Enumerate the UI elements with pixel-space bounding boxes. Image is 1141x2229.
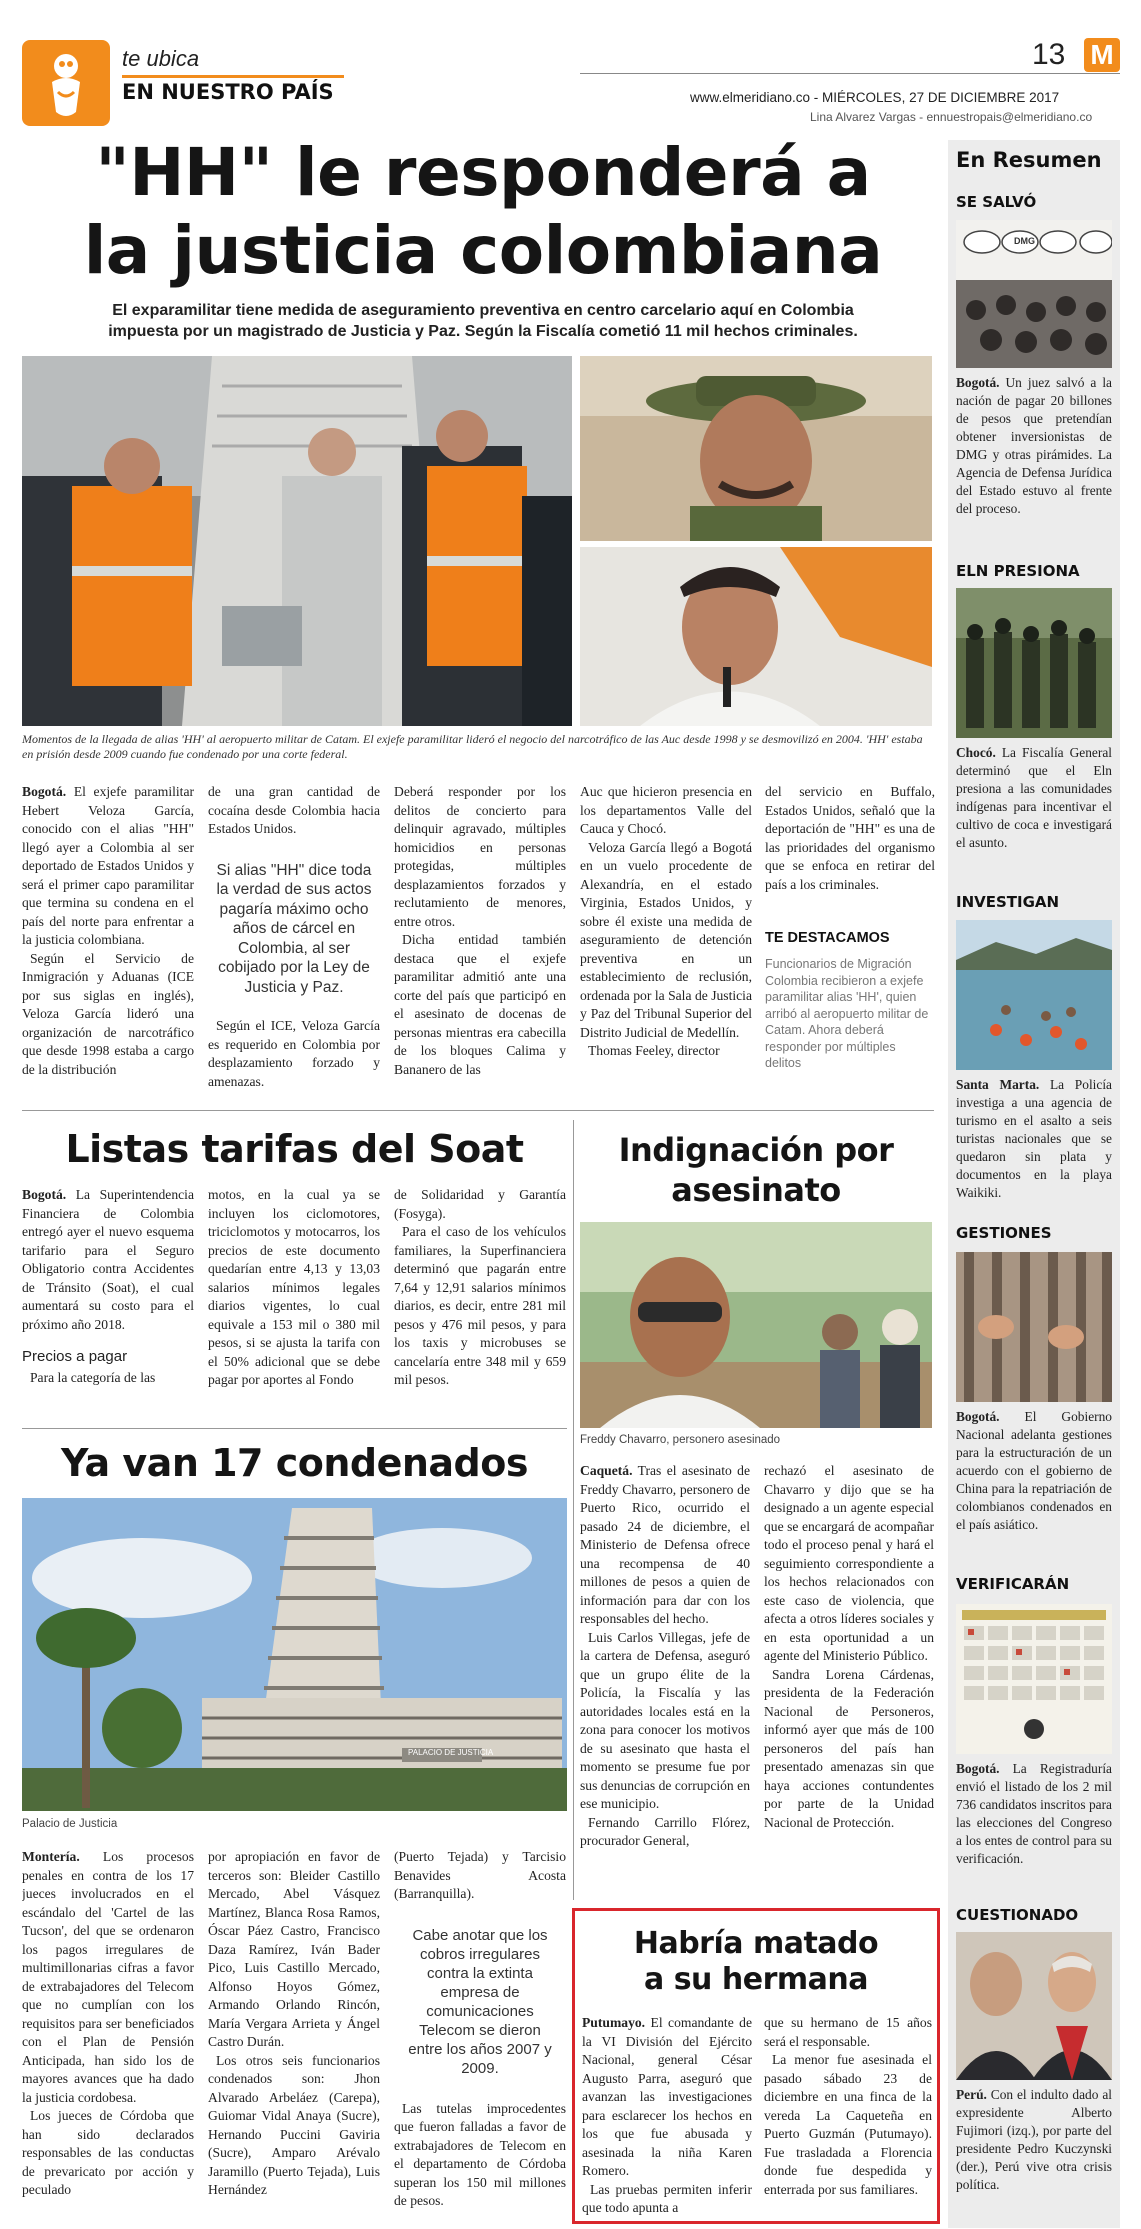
condenados-pull-quote: Cabe anotar que los cobros irregulares contra la extinta empresa de comunicaciones Telecom se dieron entre los años 2007 y 2009.: [408, 1926, 552, 2077]
sidebar-lead-se-salvo: Bogotá.: [956, 375, 1000, 390]
condenados-c1-p1: Los procesos penales en contra de los 17 jueces involucrados en el escándalo del 'Cartel de las Tucson', del que se ordenaron los pagos irregulares de multimillonarias cifras a favor de extrabajadores del Telecom que no cumplían con los requisitos para ser beneficiados con el Plan de Pensión Anticipada, han sido los de mayores avances que ha dado la justicia cordobesa.: [22, 1849, 194, 2105]
section-rule: [122, 75, 344, 78]
indignacion-photo-caption: Freddy Chavarro, personero asesinado: [580, 1434, 781, 1446]
sidebar-photo-bars: [956, 1252, 1112, 1402]
soat-bottom-rule: [22, 1428, 567, 1429]
main-subtitle-line2: impuesta por un magistrado de Justicia y Paz. Según la Fiscalía cometió 11 mil hechos criminales.: [108, 323, 858, 340]
sidebar-body-investigan: La Policía investiga a una agencia de turismo en el asalto a seis turistas nacionales que se quedaron sin plata y documentos en la playa Waikiki.: [956, 1077, 1112, 1200]
condenados-col-1: [22, 1848, 194, 2228]
indignacion-c2-p1: rechazó el asesinato de Chavarro y dijo que se ha designado a un agente especial que se encargará de acompañar todo el proceso penal y hará el seguimiento correspondiente a los hechos relacionados con este caso de violencia, que afecta a otros líderes sociales y en esta oportunidad a un agente del Ministerio Público.: [764, 1463, 934, 1663]
main-photo-portrait-hat: [580, 356, 932, 541]
condenados-photo-caption: Palacio de Justicia: [22, 1818, 118, 1830]
main-col4-p2: Veloza García llegó a Bogotá en un vuelo procedente de Alexandría, en el estado Virginia, Estados Unidos, y sobre él existe una medida de aseguramiento de detención preventiva en un establecimiento de reclusión, ordenada por la Sala de Justicia y Paz del Tribunal Superior del Distrito Judicial de Medellín.: [580, 839, 752, 1040]
section-logo: [22, 40, 110, 126]
sidebar-photo-ballot: [956, 1604, 1112, 1754]
main-col3-p1: Deberá responder por los delitos de concierto para delinquir agravado, múltiples homicidios en personas protegidas, múltiples desplazamientos forzados y reclutamiento de menores, entre otros.: [394, 784, 566, 929]
sidebar-head-eln: ELN PRESIONA: [956, 562, 1080, 580]
sidebar-photo-eln: [956, 588, 1112, 738]
main-dateline: Bogotá.: [22, 784, 67, 799]
main-photo-portrait-white: [580, 547, 932, 726]
sidebar-lead-gestiones: Bogotá.: [956, 1409, 1000, 1424]
byline: Lina Alvarez Vargas - ennuestropais@elmeridiano.co: [810, 110, 1093, 124]
sidebar-lead-verificaran: Bogotá.: [956, 1761, 1000, 1776]
condenados-c2-p2: Los otros seis funcionarios condenados son: Jhon Alvarado Arbeláez (Carepa), Guiomar Vidal Anaya (Sucre), Hernando Puccini Gaviria (Sucre), Amparo Arévalo Jaramillo (Puerto Tejada), Luis Hernández: [208, 2052, 380, 2197]
middle-divider: [573, 1120, 574, 1900]
soat-col-2: [208, 1186, 380, 1418]
sidebar-photo-dmg: [956, 220, 1112, 368]
soat-col-1: [22, 1186, 194, 1418]
highlight-title: TE DESTACAMOS: [765, 930, 890, 946]
brand-logo-letter: M: [1090, 39, 1114, 70]
main-col-3: [394, 783, 566, 1103]
sidebar-head-gestiones: GESTIONES: [956, 1224, 1052, 1242]
section-top-label: te ubica: [122, 46, 200, 71]
indignacion-title-line1: Indignación por: [618, 1131, 894, 1169]
sidebar-head-se-salvo: SE SALVÓ: [956, 193, 1037, 211]
sidebar-body-se-salvo: Un juez salvó a la nación de pagar 20 billones de pesos que pretendían obtener inversionistas de DMG y otras pirámides. La Agencia de Defensa Jurídica del Estado estuvo al frente del proceso.: [956, 375, 1112, 516]
condenados-title: Ya van 17 condenados: [61, 1441, 528, 1485]
highlight-text: Funcionarios de Migración Colombia recibieron a exjefe paramilitar alias 'HH', quien arribó al aeropuerto militar de Catam. Ahora deberá responder por múltiples delitos: [765, 957, 929, 1070]
indignacion-photo: [580, 1222, 932, 1428]
hermana-col-1: [582, 2014, 752, 2220]
condenados-col-2: [208, 1848, 380, 2228]
indignacion-c2-p2: Sandra Lorena Cárdenas, presidenta de la Federación Nacional de Personeros, informó ayer que más de 100 personeros del país han presentado amenazas sin que haya acciones contundentes por parte de la Unidad Nacional de Protección.: [764, 1666, 934, 1830]
hermana-c1-p1: El comandante de la VI División del Ejército Nacional, general César Augusto Parra, aseguró que avanzan las investigaciones para esclarecer los hechos en los que fue abusada y asesinada la niña Karen Romero.: [582, 2015, 752, 2178]
page-number: 13: [1032, 38, 1066, 71]
condenados-c3-p2: Las tutelas improcedentes que fueron falladas a favor de extrabajadores de Telecom en el departamento de Córdoba superan los 150 mil millones de pesos.: [394, 2100, 566, 2208]
sidebar-photo-dmg-label: DMG: [1014, 236, 1035, 246]
condenados-col-3: [394, 1848, 566, 2228]
sidebar-text-se-salvo: [956, 374, 1112, 518]
sidebar-text-investigan: [956, 1076, 1112, 1202]
main-col2-p1: de una gran cantidad de cocaína desde Colombia hacia Estados Unidos.: [208, 784, 380, 836]
main-col3-p2: Dicha entidad también destaca que el exjefe paramilitar admitió ante una corte del país que participó en el asesinato de docenas de personas mientras era cabecilla de los bloques Calima y Bananero de las: [394, 932, 566, 1077]
sidebar-body-cuestionado: Con el indulto dado al expresidente Alberto Fujimori (izq.), por parte del presidente Pedro Kuczynski (der.), Perú vive otra crisis política.: [956, 2087, 1112, 2192]
condenados-c2-p1: por apropiación en favor de terceros son: Bleider Castillo Mercado, Abel Vásquez Martínez, Blanca Rosa Ramos, Óscar Páez Castro, Francisco Daza Ramírez, Iván Bader Pico, Luis Castillo Mercado, Alfonso Hoyos Gómez, Armando Orlando Rincón, María Vergara Arrieta y Ángel Castro Durán.: [208, 1849, 380, 2049]
hermana-c2-p2: La menor fue asesinada el pasado sábado 23 de diciembre en una finca de la vereda La Caqueteña en Puerto Guzmán (Putumayo). Fue trasladada a Florencia donde fue despedida y enterrada por sus familiares.: [764, 2052, 932, 2197]
main-col-1: [22, 783, 194, 1103]
soat-title: Listas tarifas del Soat: [65, 1127, 524, 1171]
main-subtitle-line1: El exparamilitar tiene medida de aseguramiento preventiva en centro carcelario aquí en Colombia: [112, 302, 854, 319]
main-pull-quote: Si alias "HH" dice toda la verdad de sus actos pagaría máximo ocho años de cárcel en Colombia, al ser cobijado por la Ley de Justicia y Paz.: [216, 861, 372, 996]
soat-c3-p2: Para el caso de los vehículos familiares, la Superfinanciera determinó que pagarán entre 7,64 y 12,91 salarios mínimos diarios, es decir, entre 281 mil pesos y 476 mil pesos, y para los taxis y microbuses se cancelaría entre 348 mil y 659 mil pesos.: [394, 1224, 566, 1387]
sidebar-text-cuestionado: [956, 2086, 1112, 2194]
main-col-4: [580, 783, 752, 1103]
main-title-line2: la justicia colombiana: [83, 212, 883, 289]
header-rule: [580, 73, 1120, 74]
site-date: www.elmeridiano.co - MIÉRCOLES, 27 DE DICIEMBRE 2017: [690, 90, 1060, 105]
soat-c1-p1: La Superintendencia Financiera de Colombia entregó ayer el nuevo esquema tarifario para el Seguro Obligatorio contra Accidentes de Tránsito (Soat), el cual aumentará su costo para el próximo año 2018.: [22, 1187, 194, 1332]
indignacion-title-line2: asesinato: [671, 1171, 841, 1209]
main-col4-p3: Thomas Feeley, director: [588, 1043, 720, 1058]
hermana-c1-p2: Las pruebas permiten inferir que todo apunta a: [582, 2181, 752, 2215]
building-sign: PALACIO DE JUSTICIA: [408, 1748, 494, 1757]
main-col2-p2: Según el ICE, Veloza García es requerido en Colombia por desplazamiento forzado y amenazas.: [208, 1018, 380, 1089]
sidebar-photo-beach: [956, 920, 1112, 1070]
soat-subhead: Precios a pagar: [22, 1348, 128, 1365]
condenados-photo: [22, 1498, 567, 1811]
condenados-c1-p2: Los jueces de Córdoba que han sido declarados responsables de las conductas de prevaricato por acción y peculado: [22, 2108, 194, 2197]
indignacion-c1-p2: Luis Carlos Villegas, jefe de la cartera de Defensa, aseguró que un grupo élite de la Policía, la Fiscalía y las autoridades locales está en la zona para conocer los motivos de su asesinato que hasta el momento se presume fue por sus denuncias de corrupción en ese municipio.: [580, 1629, 750, 1811]
main-col5-p1: del servicio en Buffalo, Estados Unidos, señaló que la deportación de "HH" es una de las prioridades del organismo que se enfoca en retirar del país a los criminales.: [765, 784, 935, 892]
main-col-2: [208, 783, 380, 1103]
indignacion-col-2: [764, 1462, 934, 1898]
hermana-dateline: Putumayo.: [582, 2015, 646, 2030]
highlight-box: [765, 930, 935, 1100]
sidebar-head-investigan: INVESTIGAN: [956, 893, 1060, 911]
indignacion-c1-p1: Tras el asesinato de Freddy Chavarro, personero de Puerto Rico, ocurrido el pasado 24 de diciembre, el Ministerio de Defensa ofrece una recompensa de 40 millones de pesos a quien de información para dar con los responsables del hecho.: [580, 1463, 750, 1626]
hermana-title-line2: a su hermana: [644, 1962, 868, 1997]
indignacion-dateline: Caquetá.: [580, 1463, 633, 1478]
sidebar-lead-investigan: Santa Marta.: [956, 1077, 1040, 1092]
sidebar-text-gestiones: [956, 1408, 1112, 1534]
main-col-5: [765, 783, 935, 923]
main-col1-p1: El exjefe paramilitar Hebert Veloza García, conocido con el alias "HH" llegó ayer a Colombia al ser deportado de Estados Unidos y será el primer capo paramilitar que termina su condena en el país del norte para enfrentar a la justicia colombiana.: [22, 784, 194, 947]
sidebar-photo-peru: [956, 1932, 1112, 2080]
main-title-line1: "HH" le responderá a: [95, 134, 871, 211]
soat-c2-p1: motos, en la cual ya se incluyen los ciclomotores, triciclomotos y motocarros, los precios de este documento quedarían entre 4,13 y 13,03 salarios mínimos legales diarios vigentes, lo cual equivale a 153 mil o 380 mil pesos, si se ajusta la tarifa con el 50% adicional que se debe pagar por aportes al Fondo: [208, 1187, 380, 1387]
sidebar-head-verificaran: VERIFICARÁN: [956, 1575, 1070, 1593]
sidebar-head-cuestionado: CUESTIONADO: [956, 1906, 1079, 1924]
indignacion-col-1: [580, 1462, 750, 1898]
sidebar-text-eln: [956, 744, 1112, 852]
section-bottom-label: EN NUESTRO PAÍS: [122, 80, 334, 104]
main-photo-caption: Momentos de la llegada de alias 'HH' al aeropuerto militar de Catam. El exjefe paramilitar lideró el negocio del narcotráfico de las Auc desde 1998 y se desmovilizó en 2004. 'HH' estaba en prisión desde 2009 cuando fue condenado por una corte federal.: [22, 732, 923, 761]
sidebar-lead-cuestionado: Perú.: [956, 2087, 987, 2102]
hermana-col-2: [764, 2014, 932, 2220]
sidebar-body-gestiones: El Gobierno Nacional adelanta gestiones para la estructuración de un acuerdo con el gobierno de China para la repatriación de colombianos condenados en el país asiático.: [956, 1409, 1112, 1532]
hermana-c2-p1: que su hermano de 15 años será el responsable.: [764, 2015, 932, 2049]
indignacion-c1-p3: Fernando Carrillo Flórez, procurador General,: [580, 1814, 750, 1848]
main-col1-p2: Según el Servicio de Inmigración y Aduanas (ICE por sus siglas en inglés), Veloza García lideró una organización de narcotráfico que desde 1998 estaba a cargo de la distribución: [22, 950, 194, 1077]
brand-logo: [1084, 38, 1120, 72]
main-bottom-rule: [22, 1110, 934, 1111]
sidebar-body-verificaran: La Registraduría envió el listado de los 2 mil 736 candidatos inscritos para las elecciones del Congreso a los entes de control para su verificación.: [956, 1761, 1112, 1866]
sidebar-title: En Resumen: [956, 148, 1102, 172]
main-col4-p1: Auc que hicieron presencia en los departamentos Valle del Cauca y Chocó.: [580, 784, 752, 836]
condenados-dateline: Montería.: [22, 1849, 80, 1864]
sidebar-text-verificaran: [956, 1760, 1112, 1868]
sidebar-body-eln: La Fiscalía General determinó que el Eln presiona a las comunidades indígenas para incentivar el cultivo de coca e investigará el asunto.: [956, 745, 1112, 850]
sidebar-lead-eln: Chocó.: [956, 745, 996, 760]
soat-c1-p2: Para la categoría de las: [30, 1369, 156, 1385]
soat-dateline: Bogotá.: [22, 1187, 67, 1202]
soat-c3-p1: de Solidaridad y Garantía (Fosyga).: [394, 1187, 566, 1221]
main-photo-arrival: [22, 356, 572, 726]
hermana-title-line1: Habría matado: [633, 1926, 879, 1961]
mascot-icon: [22, 40, 110, 126]
soat-col-3: [394, 1186, 566, 1418]
condenados-c3-p1: (Puerto Tejada) y Tarcisio Benavides Acosta (Barranquilla).: [394, 1849, 566, 1901]
